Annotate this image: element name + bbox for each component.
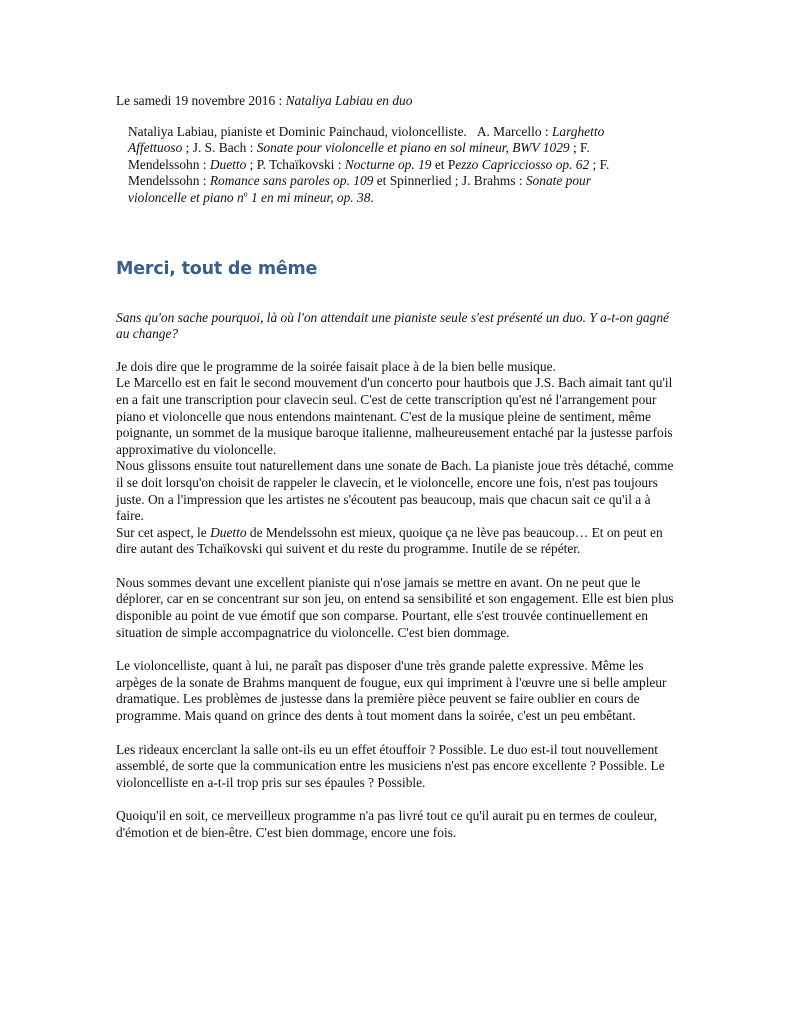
paragraph-5: Quoiqu'il en soit, ce merveilleux programme n'a pas livré tout ce qu'il aurait pu en termes de couleur, d'émotion et de bien-être. C'est bien dommage, encore une fois. — [116, 808, 658, 840]
article-title: Merci, tout de même — [116, 258, 318, 279]
document-page — [116, 93, 676, 842]
article-lead: Sans qu'on sache pourquoi, là où l'on attendait une pianiste seule s'est présenté un duo. Y a-t-on gagné au change? — [116, 309, 669, 342]
paragraph-1-line-3: Nous glissons ensuite tout naturellement dans une sonate de Bach. La pianiste joue très détaché, comme il se doit lorsqu'on choisit de rappeler le clavecin, et le violoncelle, encore une fois, n'est pas toujours juste. On a l'impression que les artistes ne s'écoutent pas beaucoup, mais que chacun sait ce qu'il a à faire. — [116, 458, 674, 524]
performers: Nataliya Labiau, pianiste et Dominic Painchaud, violoncelliste. — [128, 123, 467, 139]
concert-title: Nataliya Labiau en duo — [285, 93, 413, 108]
paragraph-2: Nous sommes devant une excellent pianiste qui n'ose jamais se mettre en avant. On ne peut que le déplorer, car en se concentrant sur son jeu, on entend sa sensibilité et son engagement. Elle est bien plus disponible au point de vue émotif que son comparse. Pourtant, elle s'est trouvée continuellement en situation de simple accompagnatrice du violoncelle. C'est bien dommage. — [116, 574, 674, 640]
p1-l4-b: de Mendelssohn est mieux, quoique ça ne lève pas beaucoup… Et on peut en dire autant des Tchaïkovski qui suivent et du reste du programme. Inutile de se répéter. — [116, 524, 663, 557]
paragraph-1-line-2: Le Marcello est en fait le second mouvement d'un concerto pour hautbois que J.S. Bach aimait tant qu'il en a fait une transcription pour clavecin seul. C'est de cette transcription qu'est né l'arrangement pour piano et violoncelle que nous entendons maintenant. C'est de la musique pleine de sentiment, même poignante, un sommet de la musique baroque italienne, malheureusement entaché par la justesse parfois approximative du violoncelle. — [116, 375, 673, 457]
composer-marcello: A. Marcello : — [476, 123, 552, 139]
paragraph-4: Les rideaux encerclant la salle ont-ils eu un effet étouffoir ? Possible. Le duo est-il tout nouvellement assemblé, de sorte que la communication entre les musiciens n'est pas encore excellente ? Possible. Le violoncelliste en a-t-il trop pris sur ses épaules ? Possible. — [116, 741, 665, 790]
program-end: . — [370, 189, 374, 205]
work-duetto: Duetto — [209, 156, 247, 172]
concert-date: Le samedi 19 novembre 2016 : — [116, 93, 286, 108]
work-nocturne: Nocturne op. 19 — [344, 156, 432, 172]
work-romance: Romance sans paroles op. 109 — [209, 173, 374, 189]
composer-bach: ; J. S. Bach : — [182, 140, 257, 156]
work-bach: Sonate pour violoncelle et piano en sol mineur, BWV 1029 — [256, 140, 570, 156]
paragraph-1-line-4 — [116, 525, 676, 558]
work-brahms-a: Sonate pour violoncelle et piano n — [128, 173, 591, 205]
concert-date-line — [116, 93, 676, 110]
paragraph-1 — [116, 359, 676, 558]
work-brahms-b: 1 en mi mineur, op. 38 — [247, 189, 371, 205]
work-pezzo: ezzo Capricciosso op. 62 — [455, 156, 590, 172]
p1-l4-a: Sur cet aspect, le — [116, 524, 211, 540]
paragraph-3: Le violoncelliste, quant à lui, ne paraît pas disposer d'une très grande palette expressive. Même les arpèges de la sonate de Brahms manquent de fougue, eux qui impriment à l'œuvre une si belle ampleur dramatique. Les problèmes de justesse dans la première pièce peuvent se faire oublier en cours de programme. Mais quand on grince des dents à tout moment dans la soirée, c'est un peu embêtant. — [116, 658, 667, 724]
composer-tchaikovski: ; P. Tchaïkovski : — [246, 156, 345, 172]
program-connector: et P — [431, 156, 456, 172]
composer-mendelssohn-2: ; F. Mendelssohn : — [128, 156, 610, 189]
composer-brahms: et Spinnerlied ; J. Brahms : — [373, 173, 526, 189]
p1-l4-duetto: Duetto — [210, 524, 247, 540]
work-brahms-sup: o — [243, 189, 248, 199]
composer-mendelssohn: ; F. Mendelssohn : — [128, 140, 590, 172]
paragraph-1-line-1: Je dois dire que le programme de la soirée faisait place à de la bien belle musique. — [116, 358, 556, 374]
work-marcello: Larghetto Affettuoso — [128, 123, 605, 156]
program-details — [128, 124, 648, 207]
